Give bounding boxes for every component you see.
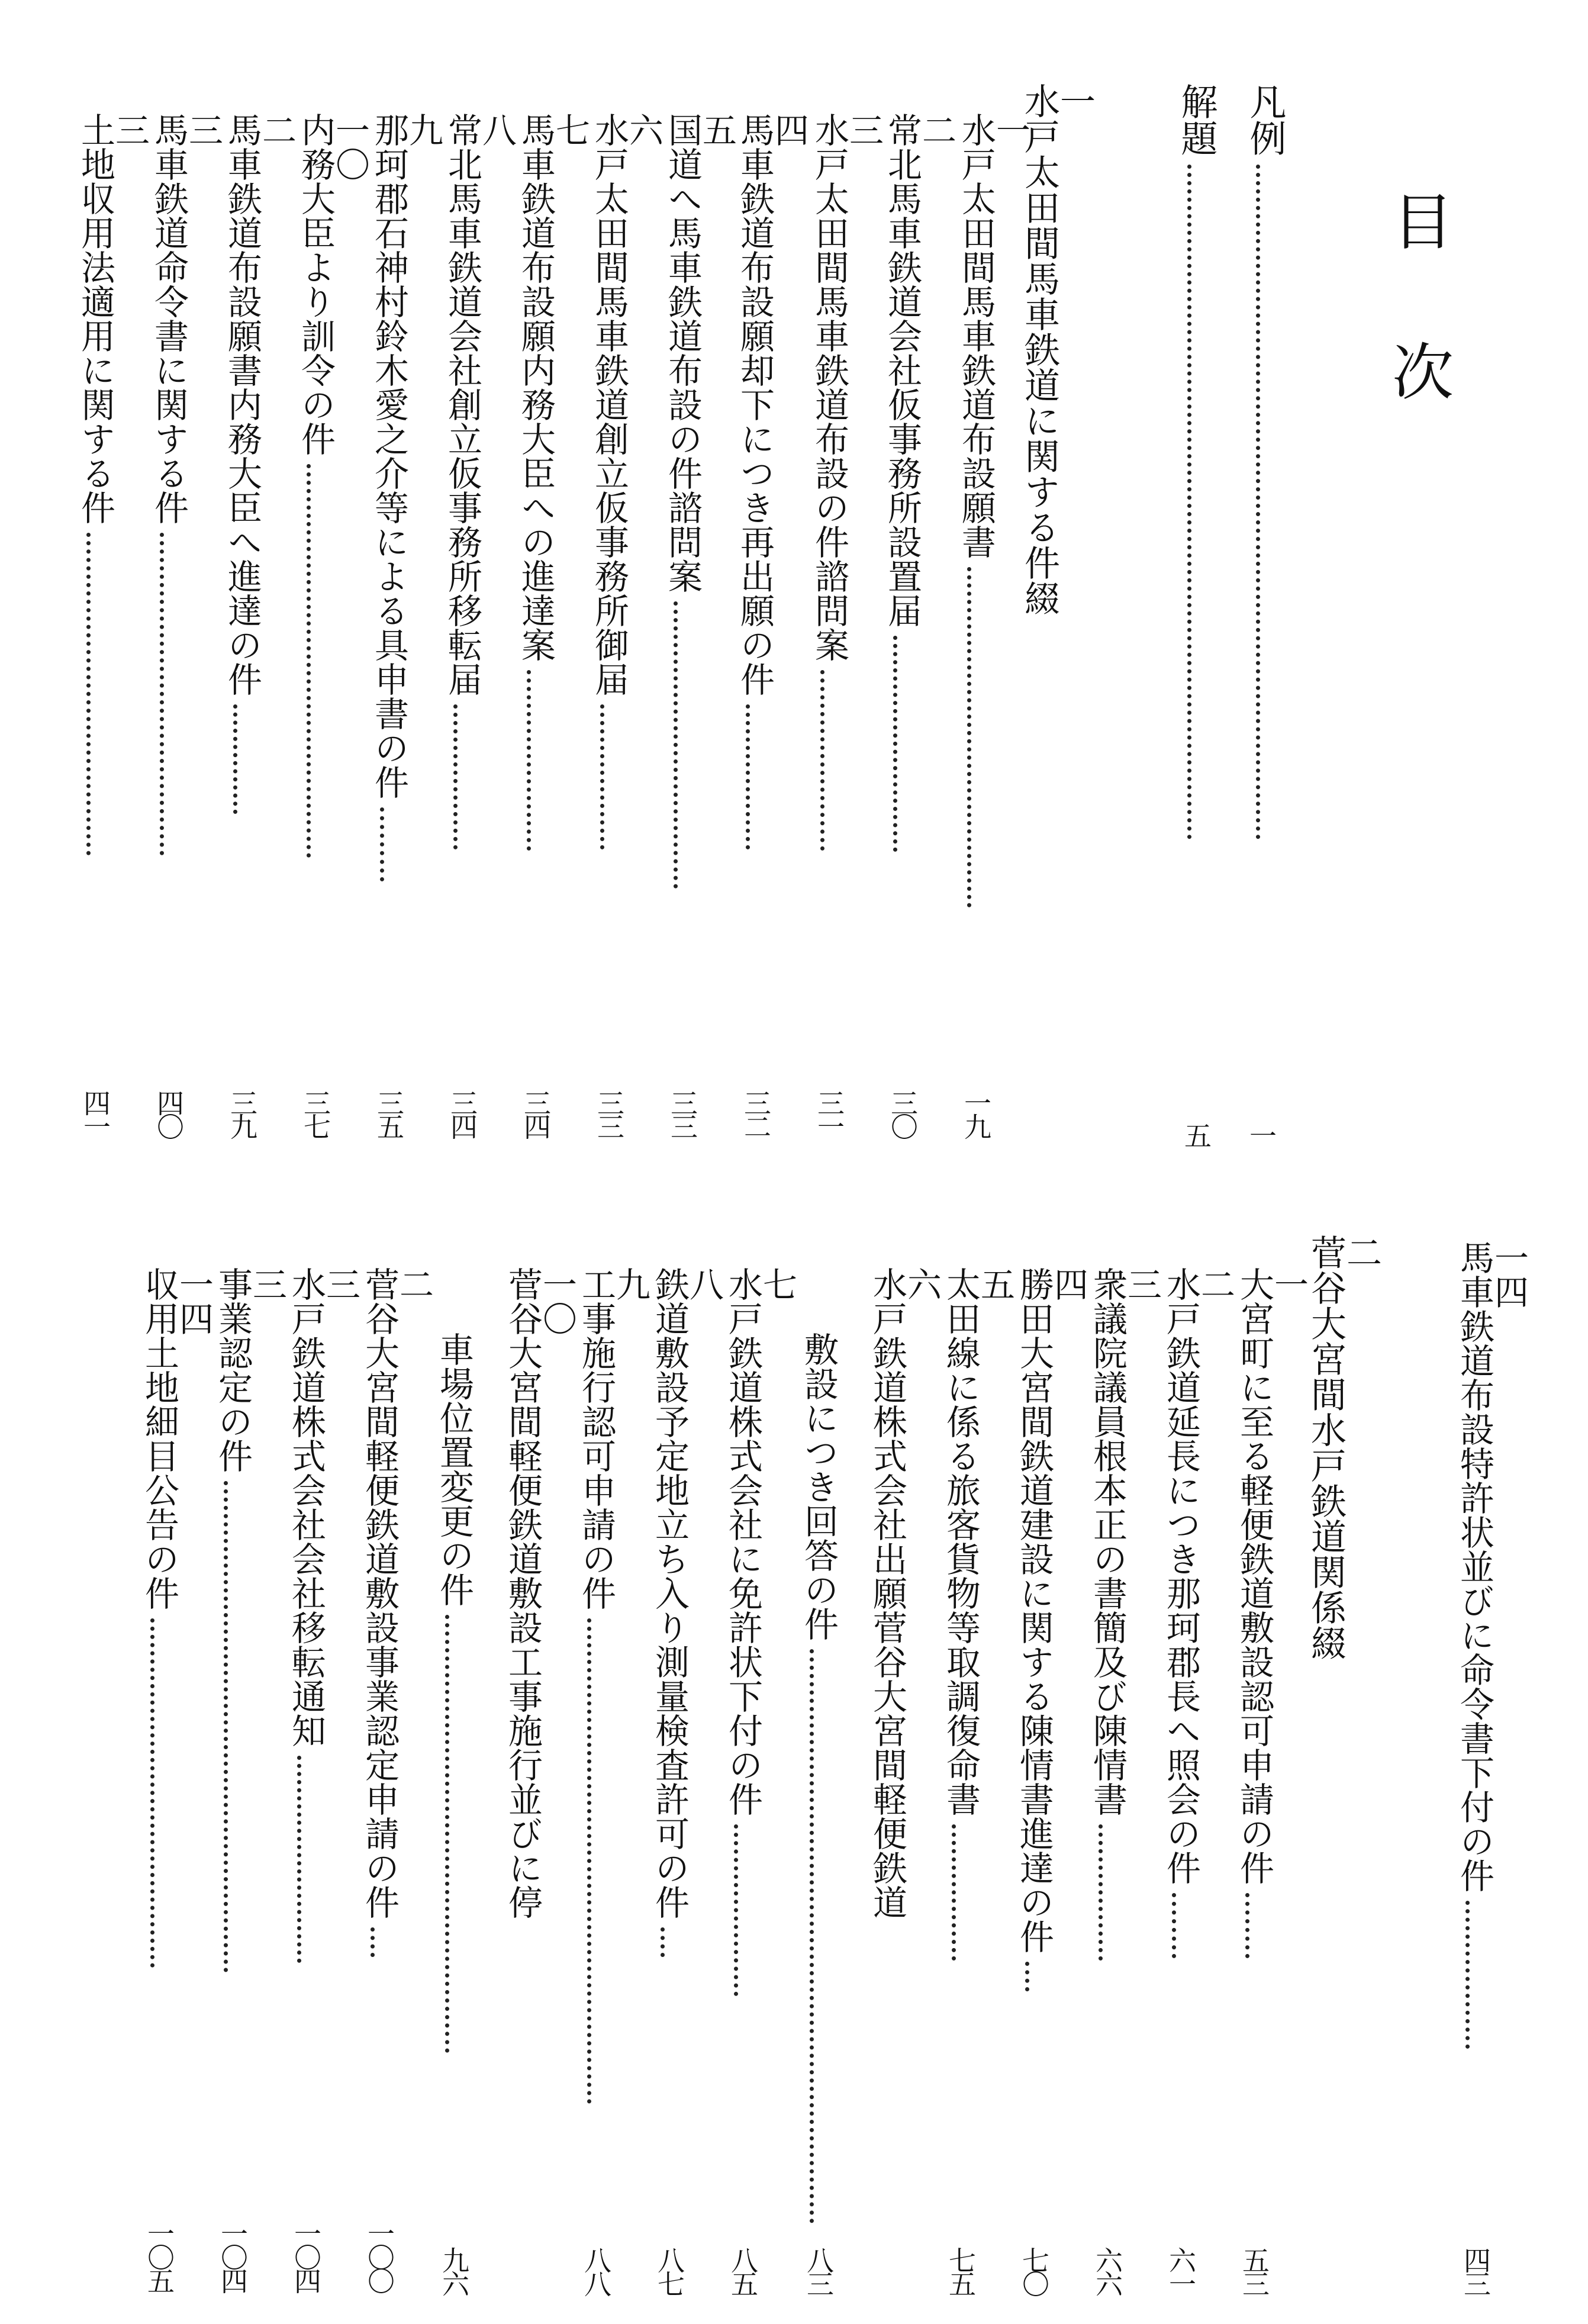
page-number: 三九 [226,1089,258,1137]
leader-dots [587,1618,591,2104]
entry-number: 七 [757,1267,797,1301]
entry-number: 九 [610,1267,650,1301]
toc-entry-title: 土地収用法適用に関する件 [75,112,115,524]
toc-entry-title: 収用土地細目公告の件 [139,1267,179,1610]
toc-entry-1-12[interactable] [149,112,223,855]
leader-dots [1245,1893,1249,1958]
leader-dots [1187,165,1191,839]
toc-entry-2-5[interactable] [940,1267,1015,1961]
leader-dots [445,1615,449,2053]
section-number: 一 [1054,83,1096,118]
toc-entry-2-14[interactable] [139,1267,214,1968]
toc-entry-title: 鉄道敷設予定地立ち入り測量検査許可の件 [649,1267,690,1919]
toc-entry-title: 菅谷大宮間軽便鉄道敷設工事施行並びに停 [503,1267,543,1919]
toc-entry-title: 水戸鉄道延長につき那珂郡長へ照会の件 [1161,1267,1201,1885]
leader-dots [1099,1824,1103,1961]
entry-number: 二 [916,112,956,147]
page-number: 一〇五 [143,2220,175,2291]
page-number: 六六 [1091,2246,1123,2294]
page-number: 一九 [960,1089,992,1137]
toc-entry-2-2[interactable] [1161,1267,1235,1958]
page-number: 五三 [1238,2246,1270,2294]
toc-entry-2-3[interactable] [1087,1267,1162,1961]
toc-entry-title: 衆議院議員根本正の書簡及び陳情書 [1087,1267,1128,1816]
section-number: 二 [1341,1234,1382,1270]
toc-entry-2-6-cont[interactable] [798,1332,839,2223]
toc-entry-2-1[interactable] [1234,1267,1309,1958]
page-number: 三三 [593,1089,625,1137]
toc-entry-title: 水戸鉄道株式会社出願菅谷大宮間軽便鉄道 [867,1267,907,1919]
leader-dots [952,1824,956,1961]
section-title: 水戸太田間馬車鉄道に関する件綴 [1019,83,1060,616]
page-number: 四一 [79,1089,111,1137]
leader-dots [967,567,971,907]
toc-entry-title: 国道へ馬車鉄道布設の件諮問案 [662,112,703,593]
toc-entry-2-13[interactable] [212,1267,287,1972]
page-number: 八三 [803,2246,835,2294]
page-number: 一〇〇 [363,2220,395,2291]
leader-dots [600,704,604,849]
toc-entry-title: 馬車鉄道布設特許状並びに命令書下付の件 [1454,1240,1494,1892]
toc-entry-2-9[interactable] [576,1267,650,2104]
toc-entry-1-13[interactable] [75,112,150,855]
entry-number: 九 [403,112,443,147]
toc-entry-1-9[interactable] [369,112,443,881]
toc-entry-title: 水戸鉄道株式会社会社移転通知 [286,1267,326,1747]
toc-entry-1-2[interactable] [882,112,956,852]
page-number: 三四 [446,1089,478,1137]
toc-entry-title: 水戸太田間馬車鉄道布設願書 [956,112,996,559]
toc-entry-title: 事業認定の件 [212,1267,253,1473]
toc-entry-title: 那珂郡石神村鈴木愛之介等による具申書の件 [369,112,409,799]
leader-dots [746,704,750,849]
page-title: 目次 [1381,189,1454,490]
toc-entry-title: 解題 [1175,83,1218,156]
page-number: 三一 [813,1089,845,1137]
toc-entry-title: 馬車鉄道命令書に関する件 [149,112,189,524]
leader-dots [380,807,384,881]
entry-number: 二 [394,1267,434,1301]
entry-number: 三 [109,112,150,147]
leader-dots [1465,1901,1470,2049]
page-number: 九六 [438,2246,470,2294]
page-number: 三二 [740,1089,772,1137]
page-number: 六一 [1165,2246,1197,2294]
toc-entry-title: 大宮町に至る軽便鉄道敷設認可申請の件 [1234,1267,1274,1885]
leader-dots [1256,165,1260,839]
leader-dots [810,1649,814,2223]
leader-dots [893,636,897,852]
page-number: 三三 [666,1089,698,1137]
leader-dots [1025,1962,1029,1991]
toc-entry-title: 常北馬車鉄道会社創立仮事務所移転届 [442,112,482,696]
toc-entry-1-5[interactable] [662,112,737,889]
page-number: 八八 [580,2246,612,2294]
leader-dots [150,1618,154,1968]
toc-entry-title: 凡例 [1244,83,1287,156]
toc-entry-1-14[interactable] [1454,1240,1529,2049]
leader-dots [674,601,678,889]
page-number: 四三 [1460,2246,1492,2294]
toc-entry-2-6[interactable] [867,1267,942,1919]
page-number: 八五 [727,2246,759,2294]
entry-number: 八 [476,112,517,147]
entry-number: 一〇 [330,112,370,181]
entry-number: 四 [769,112,809,147]
toc-entry-2-10-cont[interactable] [434,1332,474,2053]
leader-dots [820,670,824,851]
toc-entry-1-11[interactable] [222,112,297,814]
leader-dots [86,533,91,855]
leader-dots [160,533,164,855]
entry-number: 二 [1195,1267,1235,1301]
leader-dots [297,1756,301,1963]
leader-dots [224,1481,228,1972]
entry-number: 四 [1048,1267,1088,1301]
toc-entry-1-10[interactable] [295,112,370,858]
leader-dots [371,1927,375,1957]
toc-entry-2-12[interactable] [286,1267,360,1963]
toc-entry-2-7[interactable] [723,1267,797,1996]
toc-entry-1-1[interactable] [956,112,1030,907]
toc-entry-2-11[interactable] [359,1267,434,1957]
toc-entry-1-7[interactable] [516,112,590,851]
entry-number: 一〇 [537,1267,577,1335]
toc-entry-title: 勝田大宮間鉄道建設に関する陳情書進達の件 [1014,1267,1054,1953]
leader-dots [453,704,458,849]
entry-number: 一 [990,112,1030,147]
toc-entry-2-10[interactable] [503,1267,577,1919]
toc-entry-2-4[interactable] [1014,1267,1088,1991]
entry-number: 三 [183,112,223,147]
leader-dots [661,1927,665,1957]
entry-number: 七 [550,112,590,147]
toc-entry-title: 馬車鉄道布設願書内務大臣へ進達の件 [222,112,262,696]
toc-entry-title-cont: 車場位置変更の件 [434,1332,474,1607]
page-number: 三〇 [887,1089,919,1137]
page-number: 一 [1245,1122,1277,1145]
section-heading-1 [1019,83,1096,616]
leader-dots [734,1824,738,1996]
page-number: 三七 [299,1089,331,1137]
entry-number: 三 [843,112,884,147]
entry-number: 五 [975,1267,1015,1301]
page-number: 三四 [520,1089,552,1137]
entry-number: 二 [256,112,297,147]
entry-number: 六 [623,112,663,147]
section-title: 菅谷大宮間水戸鉄道関係綴 [1305,1234,1347,1660]
page-number: 七五 [945,2246,977,2294]
entry-number: 一 [1268,1267,1309,1301]
page-number: 八七 [653,2246,685,2294]
toc-entry-title-cont: 敷設につき回答の件 [798,1332,839,1641]
toc-entry-title: 馬車鉄道布設願却下につき再出願の件 [735,112,775,696]
toc-entry-title: 工事施行認可申請の件 [576,1267,616,1610]
entry-number: 六 [901,1267,942,1301]
toc-entry-title: 太田線に係る旅客貨物等取調復命書 [940,1267,981,1816]
entry-number: 八 [684,1267,724,1301]
toc-entry-title: 水戸鉄道株式会社に免許状下付の件 [723,1267,763,1816]
toc-entry-title: 菅谷大宮間軽便鉄道敷設事業認定申請の件 [359,1267,400,1919]
entry-number: 五 [697,112,737,147]
toc-entry-title: 馬車鉄道布設願内務大臣への進達案 [516,112,556,662]
entry-number: 一四 [173,1267,214,1335]
page-number: 五 [1180,1122,1212,1145]
entry-number: 一四 [1489,1240,1529,1309]
toc-entry-title: 水戸太田間馬車鉄道創立仮事務所御届 [589,112,629,696]
page-number: 一〇四 [217,2220,249,2291]
leader-dots [527,670,531,851]
entry-number: 三 [320,1267,360,1301]
toc-entry-1-3[interactable] [809,112,884,851]
toc-entry-2-8[interactable] [649,1267,724,1957]
toc-entry-title: 水戸太田間馬車鉄道布設の件諮問案 [809,112,849,662]
toc-entry-1-4[interactable] [735,112,809,849]
toc-entry-1-8[interactable] [442,112,517,849]
toc-entry-1-6[interactable] [589,112,663,849]
entry-number: 三 [247,1267,287,1301]
leader-dots [307,464,311,858]
page-number: 四〇 [153,1089,185,1137]
leader-dots [233,704,237,814]
page-number: 一〇四 [290,2220,322,2291]
section-heading-2 [1305,1234,1382,1660]
page-number: 七〇 [1018,2246,1050,2294]
entry-number: 三 [1122,1267,1162,1301]
leader-dots [1172,1893,1176,1958]
page-number: 三五 [373,1089,405,1137]
toc-entry-front-1[interactable] [1244,83,1287,839]
toc-entry-title: 常北馬車鉄道会社仮事務所設置届 [882,112,922,627]
toc-entry-title: 内務大臣より訓令の件 [295,112,336,456]
toc-entry-front-2[interactable] [1175,83,1218,839]
